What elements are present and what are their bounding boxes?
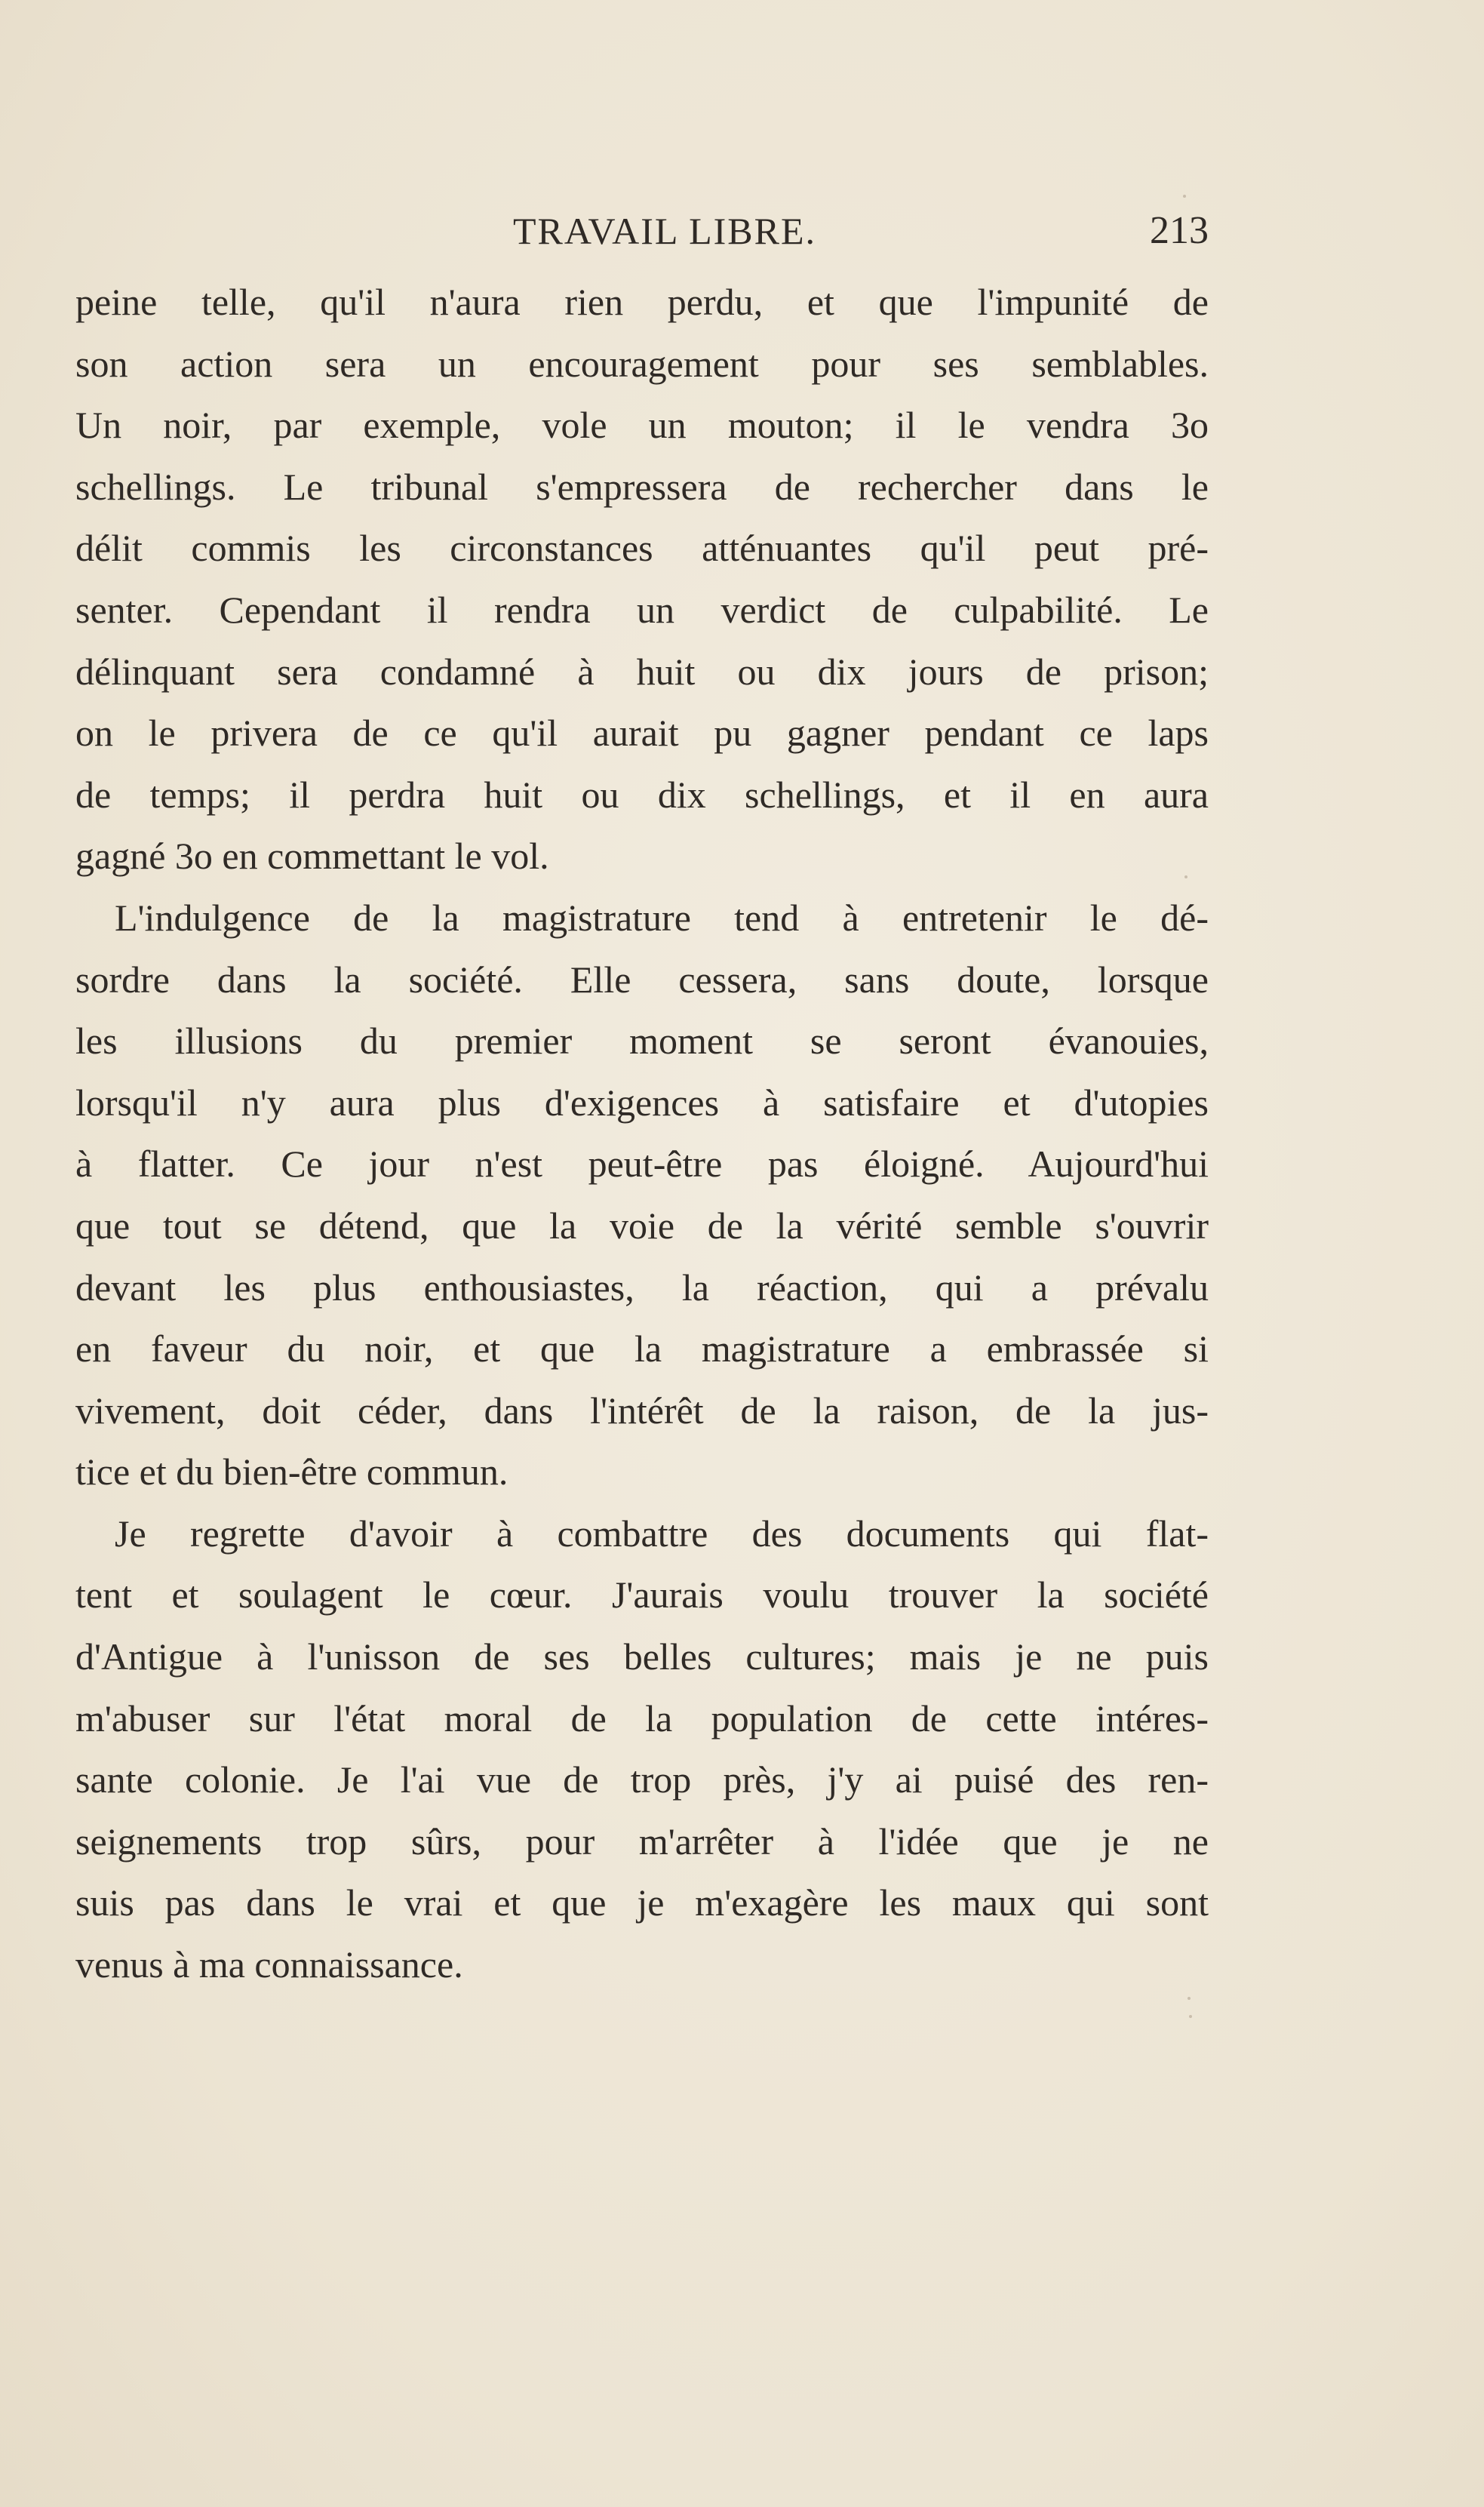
paper-speck [1184,875,1188,878]
page-number: 213 [1150,209,1209,252]
paragraph-3 [75,1503,1209,1996]
text-line: devant les plus enthousiastes, la réaction, qui a prévalu [75,1266,1209,1309]
text-line: à flatter. Ce jour n'est peut-être pas éloigné. Aujourd'hui [75,1143,1209,1186]
text-line: sordre dans la société. Elle cessera, sans doute, lorsque [75,958,1209,1001]
paper-speck [1188,1997,1191,2000]
text-line: délinquant sera condamné à huit ou dix jours de prison; [75,650,1209,693]
text-line: sante colonie. Je l'ai vue de trop près, j'y ai puisé des ren- [75,1758,1209,1801]
text-line: gagné 3o en commettant le vol. [75,835,549,878]
text-line: Un noir, par exemple, vole un mouton; il le vendra 3o [75,404,1209,447]
body-text [75,272,1209,1996]
paper-speck [1183,195,1186,198]
text-line: lorsqu'il n'y aura plus d'exigences à satisfaire et d'utopies [75,1081,1209,1124]
paragraph-1 [75,272,1209,887]
paragraph-2 [75,887,1209,1503]
text-line: que tout se détend, que la voie de la vérité semble s'ouvrir [75,1204,1209,1247]
text-line: tent et soulagent le cœur. J'aurais voulu trouver la société [75,1573,1209,1616]
text-line: d'Antigue à l'unisson de ses belles cultures; mais je ne puis [75,1635,1209,1678]
text-line: tice et du bien-être commun. [75,1450,508,1493]
text-line: de temps; il perdra huit ou dix schellings, et il en aura [75,773,1209,816]
running-title: TRAVAIL LIBRE. [512,210,817,252]
text-line: m'abuser sur l'état moral de la population de cette intéres- [75,1696,1209,1740]
text-line: L'indulgence de la magistrature tend à entretenir le dé- [115,896,1209,939]
text-line: seignements trop sûrs, pour m'arrêter à l'idée que je ne [75,1819,1209,1863]
text-line: venus à ma connaissance. [75,1943,463,1986]
text-line: Je regrette d'avoir à combattre des documents qui flat- [115,1512,1209,1555]
text-line: on le privera de ce qu'il aurait pu gagner pendant ce laps [75,712,1209,755]
text-line: vivement, doit céder, dans l'intérêt de la raison, de la jus- [75,1389,1209,1432]
running-head [75,204,1209,258]
text-line: suis pas dans le vrai et que je m'exagère les maux qui sont [75,1881,1209,1924]
text-line: délit commis les circonstances atténuantes qu'il peut pré- [75,527,1209,570]
text-line: son action sera un encouragement pour ses semblables. [75,342,1209,385]
text-line: schellings. Le tribunal s'empressera de rechercher dans le [75,465,1209,508]
paper-speck [1189,2015,1192,2018]
text-line: peine telle, qu'il n'aura rien perdu, et que l'impunité de [75,281,1209,323]
text-line: les illusions du premier moment se seront évanouies, [75,1020,1209,1063]
text-line: en faveur du noir, et que la magistrature a embrassée si [75,1327,1209,1370]
text-line: senter. Cependant il rendra un verdict de culpabilité. Le [75,588,1209,631]
